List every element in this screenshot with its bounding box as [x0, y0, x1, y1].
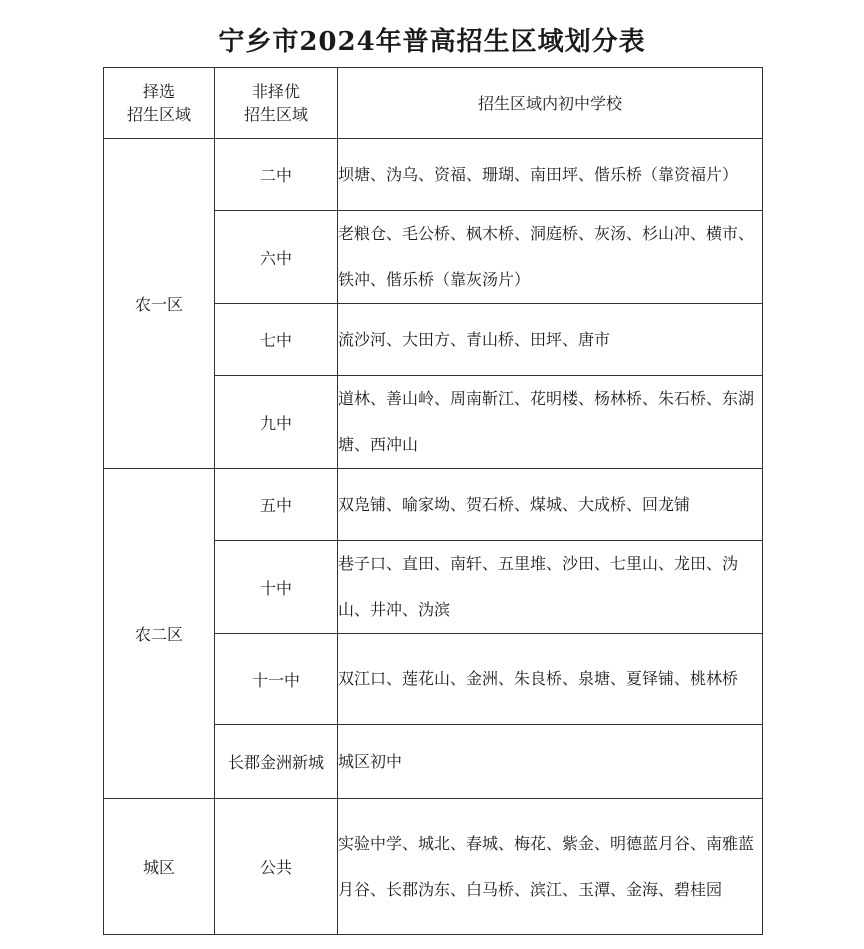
middle-school-list: 道林、善山岭、周南靳江、花明楼、杨林桥、朱石桥、东湖塘、西冲山	[338, 376, 763, 469]
school-cell: 公共	[215, 799, 338, 935]
header-nonselective-zone-line1: 非择优	[251, 82, 300, 101]
header-middle-schools: 招生区域内初中学校	[338, 68, 763, 139]
zone-cell-nong-1: 农一区	[104, 139, 215, 469]
header-nonselective-zone-line2: 招生区域	[243, 105, 308, 124]
school-cell: 十中	[215, 541, 338, 634]
middle-school-list: 实验中学、城北、春城、梅花、紫金、明德蓝月谷、南雅蓝月谷、长郡沩东、白马桥、滨江、玉潭、金海、碧桂园	[338, 799, 763, 935]
middle-school-list: 流沙河、大田方、青山桥、田坪、唐市	[338, 304, 763, 376]
table-row	[104, 139, 763, 211]
school-cell: 十一中	[215, 634, 338, 725]
middle-school-list: 坝塘、沩乌、资福、珊瑚、南田坪、偕乐桥（靠资福片）	[338, 139, 763, 211]
middle-school-list: 老粮仓、毛公桥、枫木桥、洞庭桥、灰汤、杉山冲、横市、铁冲、偕乐桥（靠灰汤片）	[338, 211, 763, 304]
middle-school-list: 巷子口、直田、南轩、五里堆、沙田、七里山、龙田、沩山、井冲、沩滨	[338, 541, 763, 634]
school-cell: 九中	[215, 376, 338, 469]
middle-school-list: 双凫铺、喻家坳、贺石桥、煤城、大成桥、回龙铺	[338, 469, 763, 541]
school-cell: 七中	[215, 304, 338, 376]
table-header-row	[104, 68, 763, 139]
zone-cell-urban: 城区	[104, 799, 215, 935]
header-selective-zone	[104, 68, 215, 139]
school-cell: 长郡金洲新城	[215, 725, 338, 799]
table-row	[104, 799, 763, 935]
middle-school-list: 双江口、莲花山、金洲、朱良桥、泉塘、夏铎铺、桃林桥	[338, 634, 763, 725]
zone-cell-nong-2: 农二区	[104, 469, 215, 799]
header-nonselective-zone	[215, 68, 338, 139]
document-title: 宁乡市2024年普高招生区域划分表	[218, 27, 646, 57]
school-cell: 二中	[215, 139, 338, 211]
middle-school-list: 城区初中	[338, 725, 763, 799]
school-cell: 六中	[215, 211, 338, 304]
header-selective-zone-line2: 招生区域	[126, 105, 191, 124]
table-row	[104, 469, 763, 541]
header-selective-zone-line1: 择选	[142, 82, 175, 101]
enrollment-zone-table	[103, 67, 763, 935]
school-cell: 五中	[215, 469, 338, 541]
